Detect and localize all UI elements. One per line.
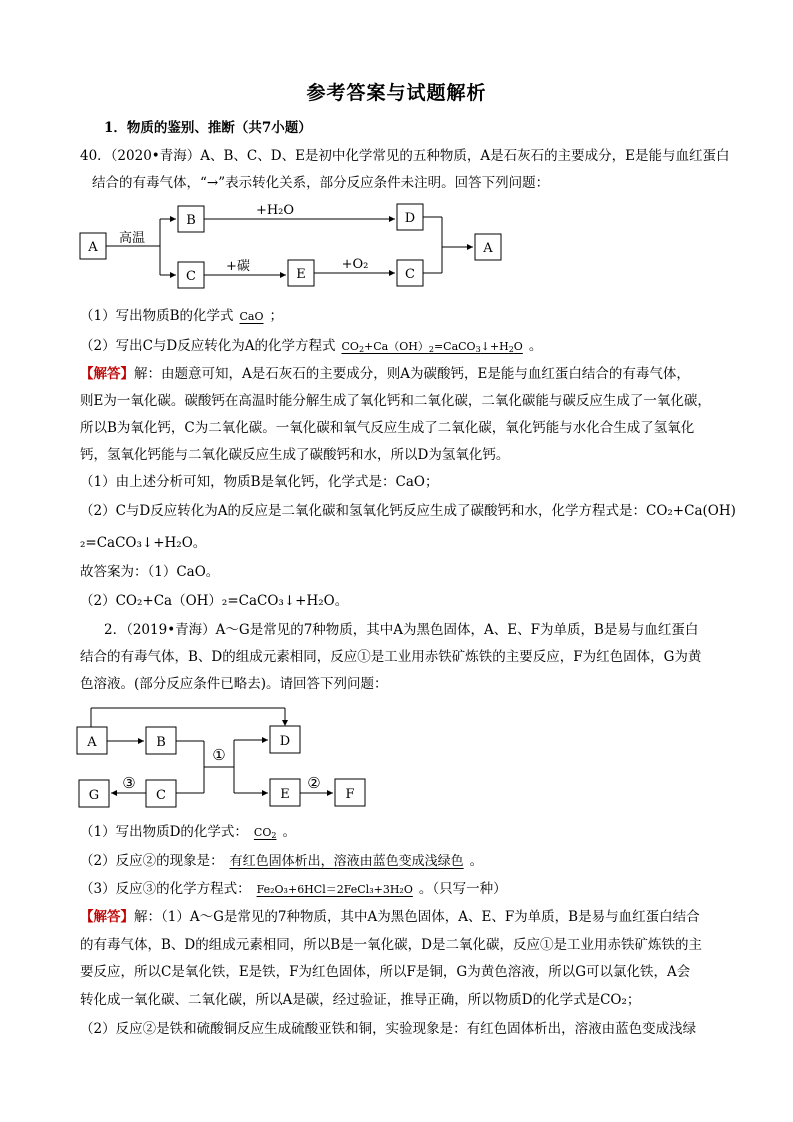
section-heading: 1．物质的鉴别、推断（共7小题） <box>104 120 312 136</box>
q2-answer2: 有红色固体析出，溶液由蓝色变成浅绿色 <box>229 854 464 869</box>
q40-sub1: （1）写出物质B的化学式 CaO ； <box>80 306 283 327</box>
q40-jieda-line1: 【解答】解：由题意可知，A是石灰石的主要成分，则A为碳酸钙，E是能与血红蛋白结合的有毒气体， <box>80 366 690 382</box>
q40-reaction-diagram <box>70 198 510 298</box>
q40-jieda-line4: 钙，氢氧化钙能与二氧化碳反应生成了碳酸钙和水，所以D为氢氧化钙。 <box>80 447 510 463</box>
q2-jieda-line3: 要反应，所以C是氧化铁，E是铁，F为红色固体，所以F是铜，G为黄色溶液，所以G可以氯化铁，A会 <box>80 964 691 980</box>
diagram2-label-A: A <box>87 735 97 750</box>
q2-sub3: （3）反应③的化学方程式： Fe₂O₃+6HCl＝2FeCl₃+3H₂O 。（只写一种） <box>80 879 507 900</box>
q2-answer1: $CO_2$ <box>253 826 277 840</box>
diagram2-reaction-2: ② <box>307 774 321 792</box>
diagram2-label-C: C <box>156 788 166 803</box>
q2-jieda-line5: （2）反应②是铁和硫酸铜反应生成硫酸亚铁和铜，实验现象是：有红色固体析出，溶液由蓝色变成浅绿 <box>80 1021 697 1037</box>
diagram-label-C2: C <box>405 267 415 282</box>
q40-jieda-line3: 所以B为氧化钙，C为二氧化碳。一氧化碳和氧气反应生成了二氧化碳，氧化钙能与水化合生成了氢氧化 <box>80 420 695 436</box>
q40-jieda-line2: 则E为一氧化碳。碳酸钙在高温时能分解生成了氧化钙和二氧化碳，二氧化碳能与碳反应生成了一氧化碳， <box>80 393 711 409</box>
diagram2-label-F: F <box>345 787 355 802</box>
jieda-label-2: 【解答】 <box>80 909 134 925</box>
diagram2-reaction-1: ① <box>212 746 226 764</box>
diagram-label-A: A <box>88 240 98 255</box>
q40-stem-line2: 结合的有毒气体，“→”表示转化关系，部分反应条件未注明。回答下列问题： <box>92 175 550 191</box>
diagram2-label-D: D <box>279 734 291 749</box>
diagram-label-B: B <box>186 213 196 228</box>
diagram2-label-B: B <box>156 735 166 750</box>
q2-reaction-diagram <box>70 700 380 812</box>
q40-jieda-line7: ₂=CaCO₃↓+H₂O。 <box>80 535 207 551</box>
diagram-label-A2: A <box>483 241 493 256</box>
q2-sub1: （1）写出物质D的化学式： $CO_2$ 。 <box>80 822 296 843</box>
q40-jieda-line5: （1）由上述分析可知，物质B是氧化钙，化学式是：CaO； <box>80 474 439 490</box>
q2-answer3: Fe₂O₃+6HCl＝2FeCl₃+3H₂O <box>256 883 413 896</box>
q40-jieda-line6: （2）C与D反应转化为A的反应是二氧化碳和氢氧化钙反应生成了碳酸钙和水，化学方程式是：CO₂+Ca(OH) <box>80 503 736 519</box>
q40-guda-line1: 故答案为：（1）CaO。 <box>80 564 220 580</box>
diagram-cond-tan: +碳 <box>226 259 250 274</box>
diagram-cond-o2: +O₂ <box>341 257 369 272</box>
q40-sub2: （2）写出C与D反应转化为A的化学方程式 $CO_2+Ca(OH)_2=CaCO_3↓+H_2O$ 。 <box>80 336 542 357</box>
q40-answer1: CaO <box>239 310 264 323</box>
q2-stem-line2: 结合的有毒气体，B、D的组成元素相同，反应①是工业用赤铁矿炼铁的主要反应，F为红色固体，G为黄 <box>80 649 702 665</box>
diagram2-reaction-3: ③ <box>122 774 136 792</box>
q2-jieda-line4: 转化成一氧化碳、二氧化碳，所以A是碳，经过验证，推导正确，所以物质D的化学式是CO₂； <box>80 992 641 1008</box>
q40-guda-line2: （2）CO₂+Ca（OH）₂=CaCO₃↓+H₂O。 <box>80 593 349 609</box>
diagram2-label-E: E <box>280 787 290 802</box>
diagram-label-E: E <box>296 267 306 282</box>
q2-jieda-line1: 【解答】解：（1）A～G是常见的7种物质，其中A为黑色固体，A、E、F为单质，B是易与血红蛋白结合 <box>80 909 700 925</box>
q2-stem-line1: 2．（2019•青海）A～G是常见的7种物质，其中A为黑色固体，A、E、F为单质，B是易与血红蛋白 <box>104 622 699 638</box>
q2-stem-line3: 色溶液。(部分反应条件已略去)。请回答下列问题： <box>80 676 388 692</box>
page-title: 参考答案与试题解析 <box>306 82 487 104</box>
diagram-cond-h2o: +H₂O <box>255 203 295 218</box>
q40-stem-line1: 40．（2020•青海）A、B、C、D、E是初中化学常见的五种物质，A是石灰石的主要成分，E是能与血红蛋白 <box>80 148 730 164</box>
q2-jieda-line2: 的有毒气体，B、D的组成元素相同，所以B是一氧化碳，D是二氧化碳，反应①是工业用赤铁矿炼铁的主 <box>80 937 702 953</box>
diagram-label-D: D <box>404 211 416 226</box>
q40-answer2: $CO_2+Ca(OH)_2=CaCO_3↓+H_2O$ <box>341 340 523 354</box>
q2-sub2: （2）反应②的现象是： 有红色固体析出，溶液由蓝色变成浅绿色 。 <box>80 851 483 872</box>
jieda-label: 【解答】 <box>80 366 134 382</box>
diagram-label-C: C <box>186 269 196 284</box>
diagram-cond-gaowen: 高温 <box>118 231 146 246</box>
diagram2-label-G: G <box>88 788 100 803</box>
